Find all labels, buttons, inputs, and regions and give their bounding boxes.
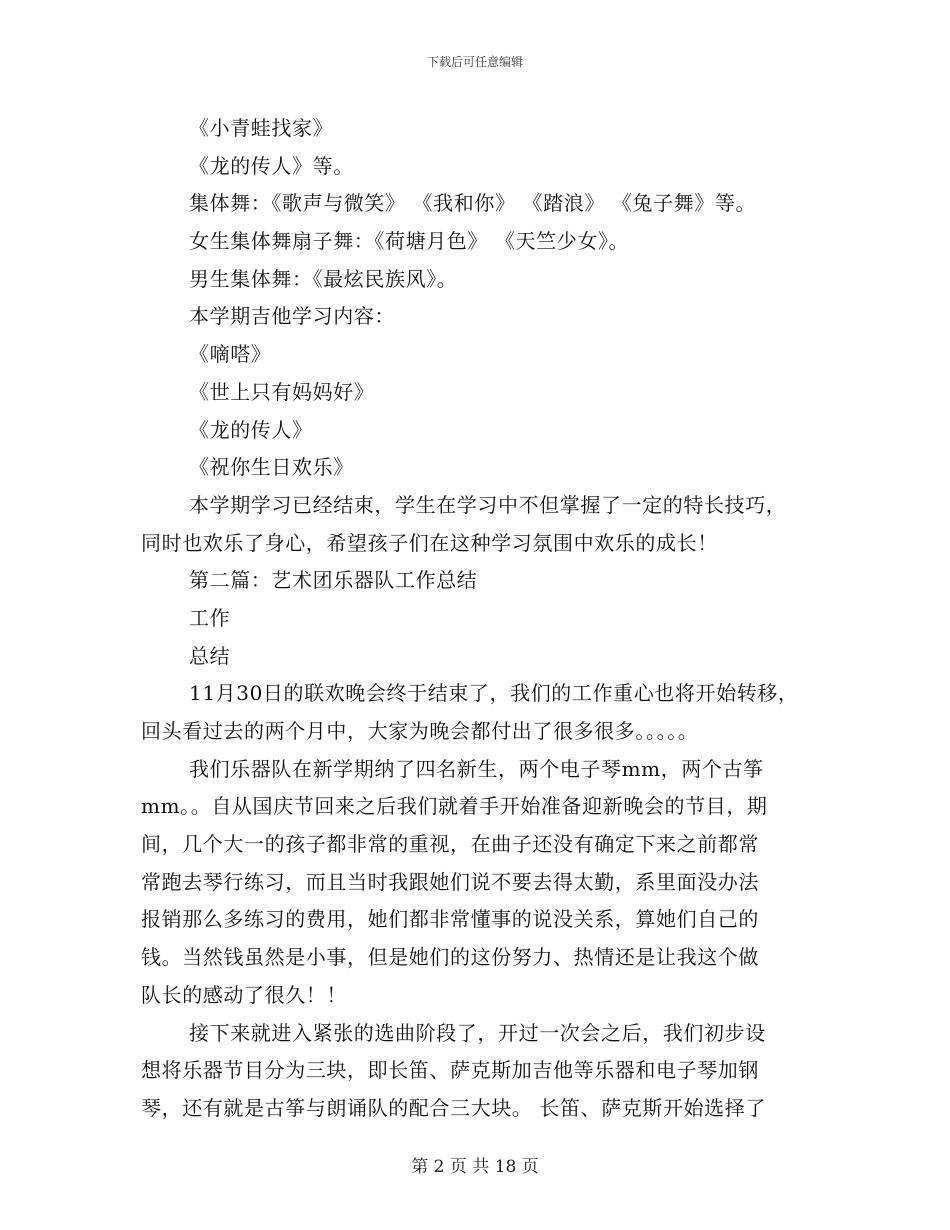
text-line: 想将乐器节目分为三块，即长笛、萨克斯加吉他等乐器和电子琴加钢	[141, 1058, 759, 1083]
text-line: 琴，还有就是古筝与朗诵队的配合三大块。 长笛、萨克斯开始选择了	[141, 1095, 766, 1120]
text-line: 《龙的传人》等。	[189, 153, 354, 178]
text-line: 间，几个大一的孩子都非常的重视，在曲子还没有确定下来之前都常	[141, 832, 759, 857]
text-line: 钱。当然钱虽然是小事，但是她们的这份努力、热情还是让我这个做	[141, 945, 759, 970]
text-line: 《祝你生日欢乐》	[189, 455, 354, 480]
text-line: 《小青蛙找家》	[189, 116, 334, 140]
text-line: 男生集体舞：《最炫民族风》。	[189, 266, 458, 291]
text-line: 集体舞：《歌声与微笑》 《我和你》 《踏浪》 《兔子舞》等。	[189, 191, 757, 216]
text-line: 报销那么多练习的费用，她们都非常懂事的说没关系，算她们自己的	[141, 907, 759, 932]
text-line: 我们乐器队在新学期纳了四名新生，两个电子琴mm，两个古筝	[189, 756, 764, 781]
text-line: 11月30日的联欢晚会终于结束了，我们的工作重心也将开始转移，	[189, 681, 799, 706]
page-footer: 第 2 页 共 18 页	[411, 1157, 539, 1177]
text-line: 第二篇：艺术团乐器队工作总结	[189, 568, 478, 593]
document-body	[141, 110, 821, 1128]
text-line: 队长的感动了很久！！	[141, 982, 347, 1007]
text-line: 常跑去琴行练习，而且当时我跟她们说不要去得太勤，系里面没办法	[141, 869, 759, 894]
text-line: 同时也欢乐了身心，希望孩子们在这种学习氛围中欢乐的成长！	[141, 530, 718, 555]
text-line: 本学期学习已经结束，学生在学习中不但掌握了一定的特长技巧，	[189, 492, 787, 517]
text-line: 回头看过去的两个月中，大家为晚会都付出了很多很多。。。。。	[141, 719, 699, 743]
text-line: 《嘀嗒》	[189, 342, 272, 367]
text-line: mm。。自从国庆节回来之后我们就着手开始准备迎新晚会的节目，期	[141, 794, 768, 819]
text-line: 《龙的传人》	[189, 417, 313, 442]
text-line: 总结	[189, 643, 231, 668]
text-line: 工作	[189, 605, 231, 630]
text-line: 接下来就进入紧张的选曲阶段了，开过一次会之后，我们初步设	[189, 1020, 766, 1045]
page-header: 下载后可任意编辑	[426, 55, 523, 69]
text-line: 《世上只有妈妈好》	[189, 379, 375, 404]
text-line: 女生集体舞扇子舞：《荷塘月色》 《天竺少女》。	[189, 229, 630, 254]
text-line: 本学期吉他学习内容：	[189, 304, 395, 329]
